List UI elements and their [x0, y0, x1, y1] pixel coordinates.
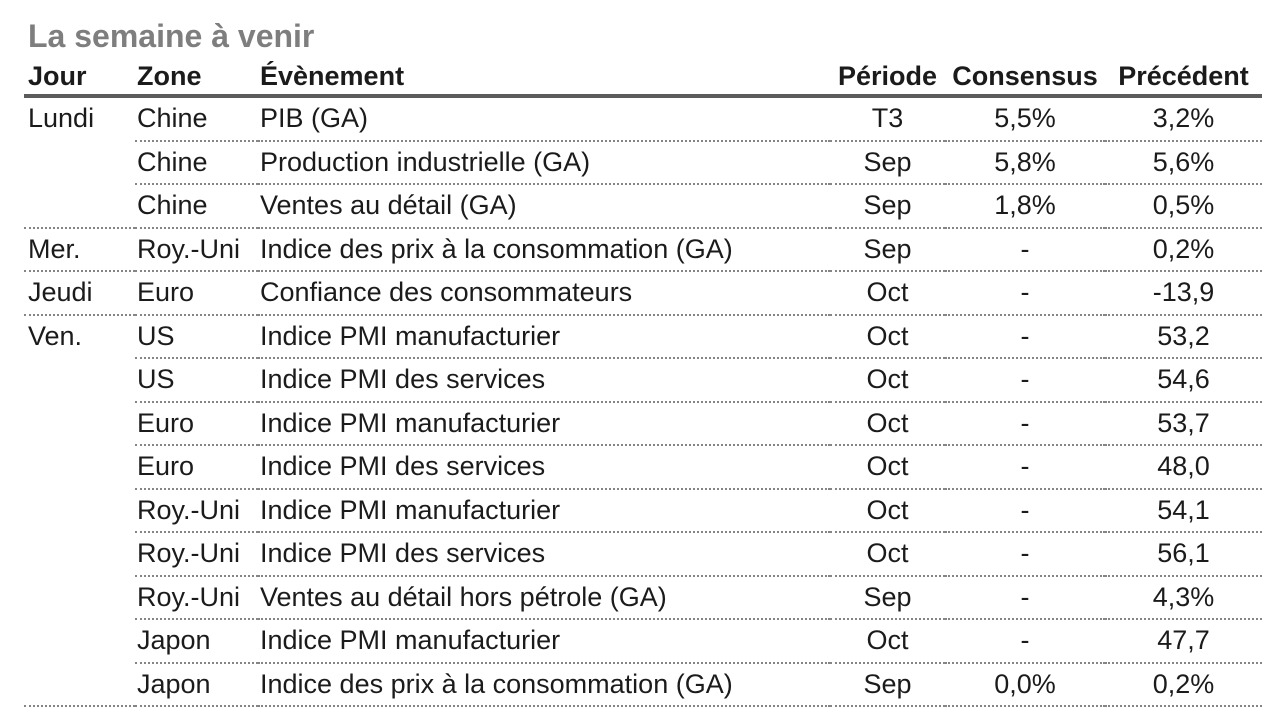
consensus-cell	[945, 403, 1105, 447]
event-value: Indice PMI des services	[260, 364, 546, 395]
zone-cell	[135, 229, 258, 273]
consensus-value: 5,5%	[994, 103, 1056, 134]
period-value: Sep	[863, 146, 912, 177]
period-value: Oct	[866, 364, 909, 395]
day-cell	[24, 620, 135, 664]
period-cell	[830, 577, 945, 621]
event-value: Indice PMI des services	[260, 538, 546, 569]
zone-cell	[135, 664, 258, 708]
consensus-value: -	[1020, 581, 1030, 612]
period-value: Oct	[866, 407, 909, 438]
table-row	[24, 316, 1262, 360]
table-row	[24, 490, 1262, 534]
period-value: Oct	[866, 494, 909, 525]
day-cell	[24, 664, 135, 708]
previous-value: 56,1	[1157, 538, 1210, 569]
zone-value: US	[137, 320, 175, 351]
zone-cell	[135, 490, 258, 534]
consensus-value: -	[1020, 494, 1030, 525]
event-value: Ventes au détail hors pétrole (GA)	[260, 581, 667, 612]
table-row	[24, 229, 1262, 273]
zone-cell	[135, 272, 258, 316]
previous-value: 54,6	[1157, 364, 1210, 395]
day-cell	[24, 142, 135, 186]
period-cell	[830, 142, 945, 186]
zone-value: Roy.-Uni	[137, 581, 241, 612]
previous-cell	[1105, 98, 1262, 142]
zone-value: Euro	[137, 277, 195, 308]
day-cell	[24, 272, 135, 316]
event-cell	[258, 229, 830, 273]
consensus-cell	[945, 272, 1105, 316]
period-cell	[830, 98, 945, 142]
previous-cell	[1105, 185, 1262, 229]
previous-cell	[1105, 533, 1262, 577]
previous-value: 5,6%	[1152, 146, 1215, 177]
period-cell	[830, 664, 945, 708]
header-event-label: Évènement	[260, 60, 405, 91]
zone-cell	[135, 533, 258, 577]
zone-cell	[135, 98, 258, 142]
consensus-cell	[945, 664, 1105, 708]
event-value: PIB (GA)	[260, 103, 369, 134]
zone-value: Euro	[137, 407, 195, 438]
consensus-cell	[945, 359, 1105, 403]
zone-value: Chine	[137, 103, 208, 134]
day-cell	[24, 316, 135, 360]
day-cell	[24, 533, 135, 577]
header-period-label: Période	[837, 60, 938, 91]
day-cell	[24, 446, 135, 490]
header-previous-label: Précédent	[1118, 60, 1249, 91]
event-value: Indice PMI manufacturier	[260, 407, 561, 438]
period-value: Sep	[863, 190, 912, 221]
zone-value: Japon	[137, 668, 211, 699]
table-header-row	[24, 58, 1262, 98]
table-row	[24, 142, 1262, 186]
day-value: Lundi	[28, 103, 95, 134]
header-zone-label: Zone	[137, 60, 202, 91]
previous-value: 0,5%	[1152, 190, 1215, 221]
period-cell	[830, 359, 945, 403]
table-row	[24, 533, 1262, 577]
event-cell	[258, 533, 830, 577]
previous-value: 3,2%	[1152, 103, 1215, 134]
event-value: Indice des prix à la consommation (GA)	[260, 233, 733, 264]
period-cell	[830, 272, 945, 316]
table-row	[24, 359, 1262, 403]
events-table	[24, 58, 1262, 707]
consensus-cell	[945, 533, 1105, 577]
previous-value: 4,3%	[1152, 581, 1215, 612]
day-cell	[24, 577, 135, 621]
zone-cell	[135, 359, 258, 403]
previous-value: 53,2	[1157, 320, 1210, 351]
table-row	[24, 664, 1262, 708]
zone-value: Roy.-Uni	[137, 494, 241, 525]
zone-value: Roy.-Uni	[137, 538, 241, 569]
period-cell	[830, 533, 945, 577]
event-value: Ventes au détail (GA)	[260, 190, 517, 221]
consensus-value: -	[1020, 320, 1030, 351]
event-value: Confiance des consommateurs	[260, 277, 633, 308]
previous-cell	[1105, 490, 1262, 534]
consensus-cell	[945, 185, 1105, 229]
previous-value: 53,7	[1157, 407, 1210, 438]
previous-cell	[1105, 229, 1262, 273]
table-row	[24, 98, 1262, 142]
event-value: Indice PMI manufacturier	[260, 320, 561, 351]
consensus-cell	[945, 316, 1105, 360]
zone-cell	[135, 620, 258, 664]
zone-cell	[135, 446, 258, 490]
event-value: Indice des prix à la consommation (GA)	[260, 668, 733, 699]
table-row	[24, 620, 1262, 664]
zone-cell	[135, 577, 258, 621]
period-cell	[830, 316, 945, 360]
event-value: Indice PMI manufacturier	[260, 625, 561, 656]
event-value: Indice PMI manufacturier	[260, 494, 561, 525]
header-day-label: Jour	[28, 60, 87, 91]
day-cell	[24, 98, 135, 142]
event-cell	[258, 316, 830, 360]
event-cell	[258, 272, 830, 316]
period-value: Oct	[866, 277, 909, 308]
consensus-value: -	[1020, 364, 1030, 395]
period-value: Sep	[863, 581, 912, 612]
consensus-value: -	[1020, 277, 1030, 308]
header-zone	[135, 58, 258, 94]
period-cell	[830, 185, 945, 229]
consensus-value: 0,0%	[994, 668, 1056, 699]
day-cell	[24, 359, 135, 403]
previous-cell	[1105, 359, 1262, 403]
consensus-cell	[945, 577, 1105, 621]
event-cell	[258, 142, 830, 186]
previous-value: -13,9	[1152, 277, 1215, 308]
consensus-value: 5,8%	[994, 146, 1056, 177]
day-value: Mer.	[28, 233, 81, 264]
day-cell	[24, 185, 135, 229]
event-cell	[258, 664, 830, 708]
previous-cell	[1105, 446, 1262, 490]
zone-value: Roy.-Uni	[137, 233, 241, 264]
period-value: Oct	[866, 625, 909, 656]
previous-value: 47,7	[1157, 625, 1210, 656]
period-value: T3	[871, 103, 904, 134]
period-cell	[830, 229, 945, 273]
previous-value: 48,0	[1157, 451, 1210, 482]
period-value: Oct	[866, 320, 909, 351]
zone-cell	[135, 185, 258, 229]
event-cell	[258, 185, 830, 229]
table-body	[24, 98, 1262, 707]
period-value: Oct	[866, 538, 909, 569]
period-cell	[830, 490, 945, 534]
header-period	[830, 58, 945, 94]
period-cell	[830, 620, 945, 664]
event-cell	[258, 620, 830, 664]
previous-value: 0,2%	[1152, 668, 1215, 699]
zone-value: Japon	[137, 625, 211, 656]
zone-value: Chine	[137, 146, 208, 177]
period-cell	[830, 403, 945, 447]
previous-value: 54,1	[1157, 494, 1210, 525]
zone-cell	[135, 403, 258, 447]
consensus-cell	[945, 446, 1105, 490]
consensus-value: -	[1020, 625, 1030, 656]
consensus-value: -	[1020, 407, 1030, 438]
previous-cell	[1105, 577, 1262, 621]
day-cell	[24, 229, 135, 273]
table-row	[24, 577, 1262, 621]
zone-cell	[135, 142, 258, 186]
header-event	[258, 58, 830, 94]
period-value: Oct	[866, 451, 909, 482]
event-cell	[258, 403, 830, 447]
day-cell	[24, 490, 135, 534]
previous-cell	[1105, 620, 1262, 664]
consensus-cell	[945, 142, 1105, 186]
event-cell	[258, 98, 830, 142]
header-previous	[1105, 58, 1262, 94]
header-day	[24, 58, 135, 94]
event-value: Production industrielle (GA)	[260, 146, 591, 177]
consensus-cell	[945, 620, 1105, 664]
period-value: Sep	[863, 668, 912, 699]
zone-value: Chine	[137, 190, 208, 221]
zone-value: US	[137, 364, 175, 395]
previous-cell	[1105, 316, 1262, 360]
header-consensus	[945, 58, 1105, 94]
table-row	[24, 403, 1262, 447]
event-cell	[258, 446, 830, 490]
event-cell	[258, 490, 830, 534]
page-title: La semaine à venir	[28, 18, 315, 54]
day-value: Jeudi	[28, 277, 93, 308]
period-value: Sep	[863, 233, 912, 264]
consensus-value: -	[1020, 233, 1030, 264]
table-row	[24, 446, 1262, 490]
header-consensus-label: Consensus	[952, 60, 1098, 91]
zone-cell	[135, 316, 258, 360]
consensus-cell	[945, 98, 1105, 142]
zone-value: Euro	[137, 451, 195, 482]
consensus-value: -	[1020, 451, 1030, 482]
consensus-value: 1,8%	[994, 190, 1056, 221]
day-cell	[24, 403, 135, 447]
event-cell	[258, 577, 830, 621]
previous-cell	[1105, 664, 1262, 708]
previous-cell	[1105, 142, 1262, 186]
event-value: Indice PMI des services	[260, 451, 546, 482]
previous-cell	[1105, 272, 1262, 316]
period-cell	[830, 446, 945, 490]
table-row	[24, 185, 1262, 229]
table-row	[24, 272, 1262, 316]
consensus-value: -	[1020, 538, 1030, 569]
consensus-cell	[945, 490, 1105, 534]
previous-cell	[1105, 403, 1262, 447]
event-cell	[258, 359, 830, 403]
day-value: Ven.	[28, 320, 83, 351]
consensus-cell	[945, 229, 1105, 273]
previous-value: 0,2%	[1152, 233, 1215, 264]
